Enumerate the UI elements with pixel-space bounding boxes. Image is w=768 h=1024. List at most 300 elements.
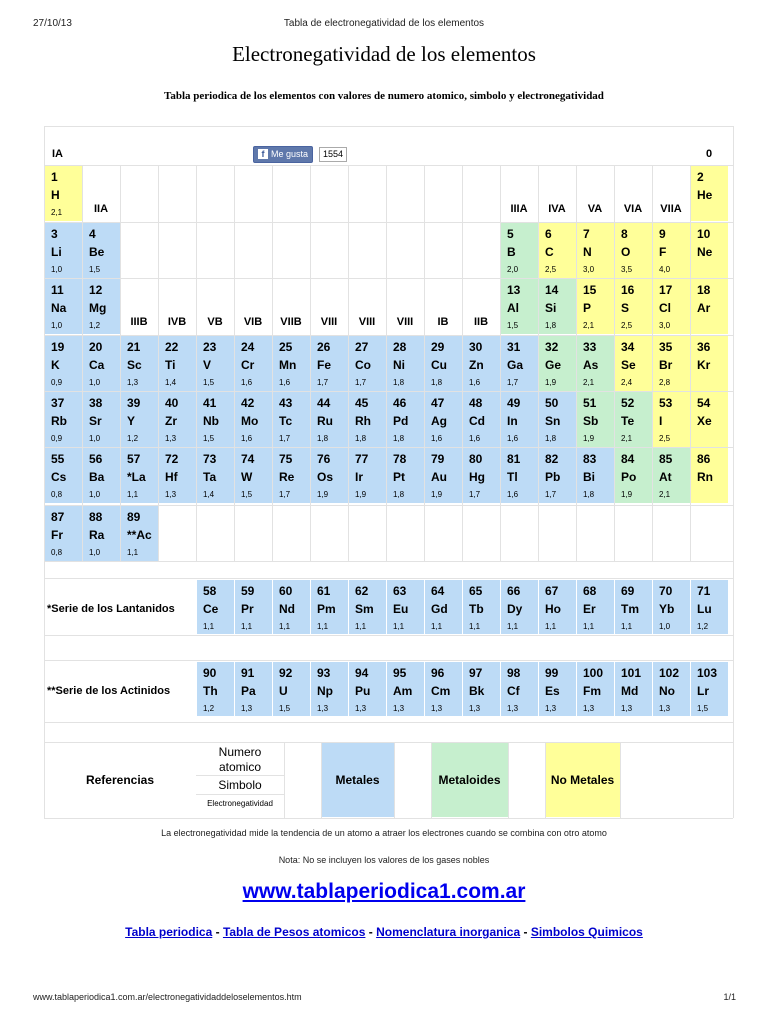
atomic-number: 34 (621, 340, 635, 354)
electronegativity-value: 1,0 (51, 265, 63, 274)
element-symbol: Am (393, 684, 413, 698)
element-symbol: Yb (659, 602, 675, 616)
element-cell (615, 448, 652, 503)
element-symbol: S (621, 301, 630, 315)
element-symbol: Be (89, 245, 105, 259)
electronegativity-value: 1,8 (583, 490, 595, 499)
element-cell (311, 448, 348, 503)
element-symbol: Sc (127, 358, 142, 372)
element-cell (463, 662, 500, 716)
element-symbol: Fe (317, 358, 332, 372)
element-symbol: Co (355, 358, 371, 372)
electronegativity-value: 1,1 (469, 622, 481, 631)
element-cell (577, 392, 614, 447)
element-symbol: Ar (697, 301, 711, 315)
atomic-number: 51 (583, 396, 597, 410)
element-symbol: Br (659, 358, 673, 372)
element-cell (121, 506, 158, 561)
link-separator: - (365, 925, 377, 939)
atomic-number: 13 (507, 283, 521, 297)
electronegativity-value: 1,2 (697, 622, 709, 631)
element-symbol: Pr (241, 602, 254, 616)
electronegativity-value: 1,1 (431, 622, 443, 631)
group-label: VIA (623, 203, 643, 215)
atomic-number: 2 (697, 170, 704, 184)
element-cell (159, 448, 196, 503)
atomic-number: 71 (697, 584, 711, 598)
element-symbol: At (659, 470, 672, 484)
element-symbol: Hf (165, 470, 178, 484)
element-cell (45, 506, 82, 561)
element-cell (311, 662, 348, 716)
electronegativity-value: 1,0 (89, 378, 101, 387)
atomic-number: 21 (127, 340, 141, 354)
element-cell (387, 392, 424, 447)
electronegativity-value: 1,6 (241, 434, 253, 443)
electronegativity-value: 1,8 (545, 321, 557, 330)
group-label: VB (207, 316, 223, 328)
atomic-number: 5 (507, 227, 514, 241)
actinides-label: **Serie de los Actinidos (47, 685, 171, 697)
grid-line (394, 743, 395, 818)
electronegativity-value: 1,5 (279, 704, 291, 713)
electronegativity-value: 1,8 (393, 378, 405, 387)
page-subtitle: Tabla periodica de los elementos con valores de numero atomico, simbolo y electronegatividad (164, 90, 604, 102)
electronegativity-value: 1,1 (127, 490, 139, 499)
element-cell (159, 392, 196, 447)
atomic-number: 31 (507, 340, 521, 354)
atomic-number: 92 (279, 666, 293, 680)
element-cell (235, 392, 272, 447)
atomic-number: 53 (659, 396, 673, 410)
element-cell (387, 580, 424, 634)
atomic-number: 30 (469, 340, 483, 354)
element-symbol: Ta (203, 470, 217, 484)
element-symbol: Dy (507, 602, 523, 616)
electronegativity-value: 1,3 (317, 704, 329, 713)
element-symbol: No (659, 684, 675, 698)
element-symbol: Rb (51, 414, 67, 428)
group-label: VIB (243, 316, 263, 328)
electronegativity-value: 1,3 (621, 704, 633, 713)
atomic-number: 89 (127, 510, 141, 524)
atomic-number: 82 (545, 452, 559, 466)
electronegativity-value: 1,6 (241, 378, 253, 387)
grid-line (44, 165, 733, 166)
element-cell (691, 392, 728, 447)
grid-line (508, 743, 509, 818)
element-cell (653, 223, 690, 278)
atomic-number: 19 (51, 340, 65, 354)
atomic-number: 83 (583, 452, 597, 466)
electronegativity-value: 1,7 (317, 378, 329, 387)
element-cell (83, 448, 120, 503)
electronegativity-value: 1,7 (279, 434, 291, 443)
element-symbol: He (697, 188, 713, 202)
element-symbol: Cu (431, 358, 447, 372)
element-cell (159, 336, 196, 391)
footer-link[interactable]: Tabla de Pesos atomicos (222, 925, 366, 939)
group-label: IB (437, 316, 449, 328)
element-symbol: W (241, 470, 253, 484)
atomic-number: 10 (697, 227, 711, 241)
element-symbol: Cd (469, 414, 485, 428)
electronegativity-value: 1,7 (279, 490, 291, 499)
atomic-number: 91 (241, 666, 255, 680)
footer-link[interactable]: Tabla periodica (125, 925, 213, 939)
element-symbol: Es (545, 684, 560, 698)
electronegativity-value: 1,8 (393, 434, 405, 443)
element-symbol: Pb (545, 470, 561, 484)
element-cell (197, 392, 234, 447)
element-cell (463, 336, 500, 391)
atomic-number: 97 (469, 666, 483, 680)
element-cell (501, 448, 538, 503)
atomic-number: 3 (51, 227, 58, 241)
element-cell (273, 336, 310, 391)
element-symbol: Xe (697, 414, 712, 428)
electronegativity-value: 1,0 (51, 321, 63, 330)
footer-link[interactable]: Simbolos Quimicos (530, 925, 643, 939)
element-cell (83, 392, 120, 447)
atomic-number: 70 (659, 584, 673, 598)
atomic-number: 78 (393, 452, 407, 466)
element-cell (349, 392, 386, 447)
atomic-number: 48 (469, 396, 483, 410)
element-cell (691, 166, 728, 221)
element-symbol: Bk (469, 684, 485, 698)
atomic-number: 87 (51, 510, 65, 524)
electronegativity-value: 1,8 (393, 490, 405, 499)
electronegativity-value: 1,5 (507, 321, 519, 330)
element-cell (425, 448, 462, 503)
references-label: Referencias (85, 773, 155, 787)
element-cell (349, 448, 386, 503)
grid-line (44, 561, 733, 562)
element-cell (387, 448, 424, 503)
atomic-number: 20 (89, 340, 103, 354)
element-symbol: Rh (355, 414, 371, 428)
element-cell (691, 448, 728, 503)
element-cell (501, 279, 538, 334)
element-symbol: Kr (697, 358, 711, 372)
electronegativity-value: 1,3 (469, 704, 481, 713)
atomic-number: 41 (203, 396, 217, 410)
electronegativity-value: 1,1 (355, 622, 367, 631)
element-symbol: I (659, 414, 663, 428)
group-label: 0 (705, 148, 713, 160)
element-cell (83, 279, 120, 334)
element-cell (501, 662, 538, 716)
grid-line (44, 126, 733, 127)
group-label: IIIB (130, 316, 148, 328)
electronegativity-value: 1,6 (279, 378, 291, 387)
element-cell (615, 279, 652, 334)
element-symbol: Tc (279, 414, 293, 428)
electronegativity-value: 1,7 (355, 378, 367, 387)
element-symbol: Cm (431, 684, 451, 698)
key-atomic-number: Numero atomico (218, 745, 262, 774)
electronegativity-value: 1,3 (507, 704, 519, 713)
element-symbol: Ge (545, 358, 562, 372)
like-label: Me gusta (271, 149, 309, 159)
element-symbol: H (51, 188, 60, 202)
electronegativity-value: 1,3 (393, 704, 405, 713)
legend-no-metales: No Metales (545, 743, 620, 817)
element-cell (615, 392, 652, 447)
electronegativity-value: 1,3 (583, 704, 595, 713)
element-symbol: Y (127, 414, 136, 428)
electronegativity-value: 1,7 (545, 490, 557, 499)
element-symbol: N (583, 245, 592, 259)
element-symbol: Eu (393, 602, 409, 616)
element-cell (311, 392, 348, 447)
atomic-number: 29 (431, 340, 445, 354)
atomic-number: 66 (507, 584, 521, 598)
electronegativity-value: 1,7 (469, 490, 481, 499)
atomic-number: 63 (393, 584, 407, 598)
atomic-number: 80 (469, 452, 483, 466)
element-cell (653, 336, 690, 391)
atomic-number: 47 (431, 396, 445, 410)
electronegativity-value: 1,1 (545, 622, 557, 631)
atomic-number: 15 (583, 283, 597, 297)
element-cell (83, 223, 120, 278)
element-symbol: As (583, 358, 599, 372)
electronegativity-value: 1,9 (621, 490, 633, 499)
electronegativity-value: 3,0 (659, 321, 671, 330)
element-cell (45, 336, 82, 391)
element-symbol: Sm (355, 602, 374, 616)
element-cell (653, 662, 690, 716)
element-cell (311, 336, 348, 391)
note-definition: La electronegatividad mide la tendencia de un atomo a atraer los electrones cuando se combina con otro atomo (161, 828, 607, 838)
atomic-number: 65 (469, 584, 483, 598)
grid-line (545, 743, 546, 818)
electronegativity-value: 1,8 (317, 434, 329, 443)
electronegativity-value: 1,6 (469, 434, 481, 443)
electronegativity-value: 2,8 (659, 378, 671, 387)
element-cell (83, 506, 120, 561)
element-cell (577, 279, 614, 334)
electronegativity-value: 2,1 (583, 321, 595, 330)
link-separator: - (212, 925, 223, 939)
atomic-number: 101 (621, 666, 642, 680)
atomic-number: 38 (89, 396, 103, 410)
element-symbol: Zr (165, 414, 177, 428)
element-cell (197, 662, 234, 716)
element-cell (691, 662, 728, 716)
atomic-number: 50 (545, 396, 559, 410)
atomic-number: 11 (51, 283, 64, 297)
element-symbol: Pa (241, 684, 256, 698)
element-symbol: Pd (393, 414, 409, 428)
footer-link[interactable]: Nomenclatura inorganica (376, 925, 521, 939)
atomic-number: 39 (127, 396, 141, 410)
atomic-number: 6 (545, 227, 552, 241)
element-cell (425, 392, 462, 447)
element-symbol: Lr (697, 684, 709, 698)
element-cell (273, 392, 310, 447)
element-symbol: Ti (165, 358, 176, 372)
element-symbol: Sn (545, 414, 561, 428)
atomic-number: 100 (583, 666, 604, 680)
atomic-number: 102 (659, 666, 680, 680)
link-separator: - (520, 925, 531, 939)
electronegativity-value: 1,8 (545, 434, 557, 443)
atomic-number: 84 (621, 452, 635, 466)
electronegativity-value: 1,0 (89, 434, 101, 443)
electronegativity-value: 3,5 (621, 265, 633, 274)
element-cell (501, 223, 538, 278)
grid-line (620, 743, 621, 818)
grid-line (431, 743, 432, 818)
element-cell (691, 223, 728, 278)
atomic-number: 18 (697, 283, 711, 297)
lanthanides-label: *Serie de los Lantanidos (47, 603, 175, 615)
atomic-number: 93 (317, 666, 331, 680)
electronegativity-value: 1,1 (279, 622, 291, 631)
element-cell (691, 336, 728, 391)
atomic-number: 33 (583, 340, 597, 354)
atomic-number: 76 (317, 452, 331, 466)
atomic-number: 99 (545, 666, 559, 680)
element-cell (539, 448, 576, 503)
element-symbol: Te (621, 414, 635, 428)
atomic-number: 42 (241, 396, 255, 410)
electronegativity-value: 1,2 (89, 321, 101, 330)
element-symbol: Mn (279, 358, 297, 372)
electronegativity-value: 0,8 (51, 548, 63, 557)
print-header-title: Tabla de electronegatividad de los elementos (283, 18, 485, 29)
atomic-number: 77 (355, 452, 369, 466)
grid-line (321, 743, 322, 818)
atomic-number: 43 (279, 396, 293, 410)
element-symbol: Md (621, 684, 639, 698)
atomic-number: 46 (393, 396, 407, 410)
print-footer-url: www.tablaperiodica1.com.ar/electronegatividaddeloselementos.htm (33, 992, 302, 1002)
electronegativity-value: 1,5 (241, 490, 253, 499)
electronegativity-value: 2,0 (507, 265, 519, 274)
print-page-number: 1/1 (723, 992, 736, 1002)
element-symbol: Tl (507, 470, 518, 484)
element-symbol: Al (507, 301, 519, 315)
element-symbol: Zn (469, 358, 484, 372)
element-cell (273, 662, 310, 716)
atomic-number: 17 (659, 283, 673, 297)
electronegativity-value: 2,5 (621, 321, 633, 330)
electronegativity-value: 1,5 (203, 378, 215, 387)
group-label: VIII (320, 316, 338, 328)
like-button[interactable] (253, 146, 313, 163)
element-cell (539, 392, 576, 447)
electronegativity-value: 1,1 (127, 548, 139, 557)
element-symbol: Os (317, 470, 334, 484)
electronegativity-value: 1,1 (241, 622, 253, 631)
atomic-number: 58 (203, 584, 217, 598)
atomic-number: 40 (165, 396, 179, 410)
element-cell (235, 336, 272, 391)
atomic-number: 27 (355, 340, 369, 354)
note-noble-gases: Nota: No se incluyen los valores de los gases nobles (278, 855, 490, 865)
atomic-number: 68 (583, 584, 597, 598)
element-symbol: V (203, 358, 212, 372)
element-cell (539, 336, 576, 391)
electronegativity-value: 1,6 (507, 434, 519, 443)
element-cell (577, 662, 614, 716)
electronegativity-value: 1,4 (165, 378, 177, 387)
element-symbol: Ba (89, 470, 105, 484)
atomic-number: 4 (89, 227, 96, 241)
element-symbol: F (659, 245, 667, 259)
grid-line (284, 743, 285, 818)
group-label: IVB (167, 316, 187, 328)
element-cell (653, 392, 690, 447)
electronegativity-value: 1,1 (317, 622, 329, 631)
atomic-number: 23 (203, 340, 217, 354)
atomic-number: 95 (393, 666, 407, 680)
electronegativity-value: 1,6 (469, 378, 481, 387)
element-cell (615, 223, 652, 278)
group-label: IA (52, 148, 63, 160)
electronegativity-value: 1,1 (393, 622, 405, 631)
site-link[interactable]: www.tablaperiodica1.com.ar (242, 880, 526, 903)
grid-line (733, 126, 734, 818)
element-symbol: Na (51, 301, 67, 315)
electronegativity-value: 1,3 (127, 378, 139, 387)
atomic-number: 90 (203, 666, 217, 680)
grid-line (44, 635, 733, 636)
element-symbol: Ra (89, 528, 105, 542)
atomic-number: 7 (583, 227, 590, 241)
element-cell (463, 580, 500, 634)
key-symbol: Simbolo (196, 775, 284, 794)
element-symbol: Ne (697, 245, 713, 259)
element-cell (83, 336, 120, 391)
electronegativity-value: 1,8 (355, 434, 367, 443)
atomic-number: 54 (697, 396, 711, 410)
grid-line (44, 818, 733, 819)
element-cell (121, 336, 158, 391)
atomic-number: 67 (545, 584, 559, 598)
atomic-number: 35 (659, 340, 673, 354)
element-symbol: Th (203, 684, 218, 698)
electronegativity-value: 1,9 (545, 378, 557, 387)
electronegativity-value: 4,0 (659, 265, 671, 274)
atomic-number: 98 (507, 666, 521, 680)
atomic-number: 26 (317, 340, 331, 354)
element-symbol: **Ac (127, 528, 152, 542)
atomic-number: 73 (203, 452, 217, 466)
atomic-number: 37 (51, 396, 65, 410)
footer-links (0, 925, 768, 939)
element-symbol: B (507, 245, 516, 259)
element-cell (197, 448, 234, 503)
element-symbol: Cf (507, 684, 520, 698)
element-cell (235, 580, 272, 634)
element-cell (197, 580, 234, 634)
element-symbol: Li (51, 245, 62, 259)
group-label: VIIA (660, 203, 682, 215)
atomic-number: 94 (355, 666, 369, 680)
like-count: 1554 (319, 147, 347, 162)
atomic-number: 62 (355, 584, 369, 598)
electronegativity-value: 1,9 (431, 490, 443, 499)
electronegativity-value: 1,9 (355, 490, 367, 499)
electronegativity-value: 1,3 (165, 490, 177, 499)
element-cell (539, 279, 576, 334)
atomic-number: 56 (89, 452, 103, 466)
